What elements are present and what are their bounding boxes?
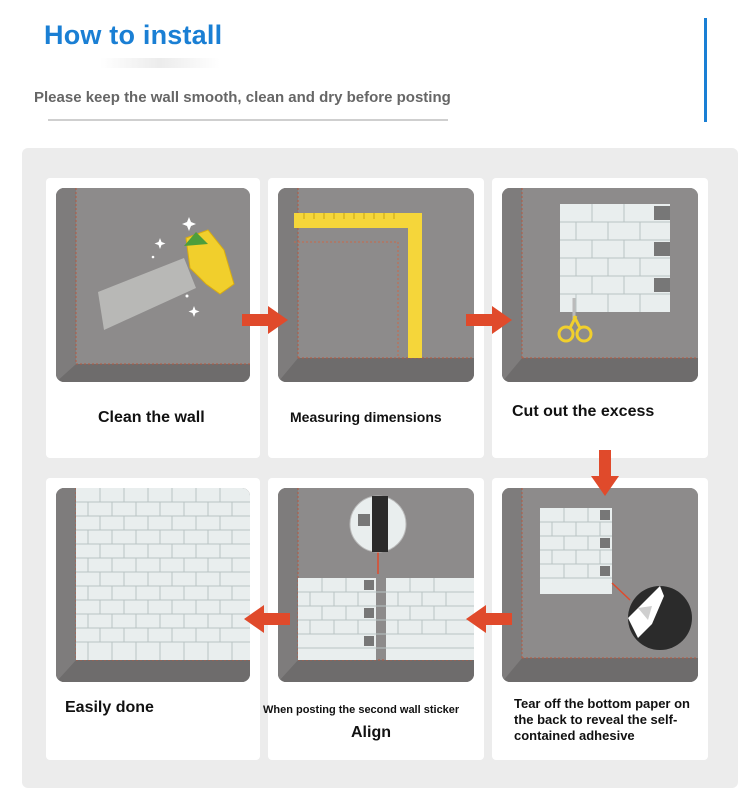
page-title: How to install bbox=[44, 20, 223, 50]
step-caption-done: Easily done bbox=[65, 699, 154, 716]
step-caption-cut: Cut out the excess bbox=[512, 403, 655, 420]
arrow-left-icon bbox=[242, 605, 290, 633]
accent-bar bbox=[704, 18, 707, 122]
measure-illustration bbox=[278, 188, 474, 382]
step-caption-align: Align bbox=[351, 724, 391, 741]
clean-wall-illustration bbox=[56, 188, 250, 382]
subtitle-divider bbox=[48, 119, 448, 121]
step-card-done bbox=[46, 478, 260, 760]
tear-off-illustration bbox=[502, 488, 698, 682]
align-illustration bbox=[278, 488, 474, 682]
arrow-left-icon bbox=[464, 605, 512, 633]
step-caption-tear: Tear off the bottom paper on the back to reveal the self-contained adhesive bbox=[514, 696, 690, 743]
step-card-measure bbox=[268, 178, 484, 458]
arrow-right-icon bbox=[466, 306, 514, 334]
done-illustration bbox=[56, 488, 250, 682]
step-caption-clean: Clean the wall bbox=[98, 409, 205, 426]
cut-illustration bbox=[502, 188, 698, 382]
step-card-clean bbox=[46, 178, 260, 458]
step-caption-align-note: When posting the second wall sticker bbox=[263, 704, 460, 716]
step-card-tear bbox=[492, 478, 708, 760]
arrow-down-icon bbox=[591, 450, 619, 498]
step-caption-measure: Measuring dimensions bbox=[290, 409, 442, 425]
title-shadow bbox=[100, 58, 220, 68]
step-card-cut bbox=[492, 178, 708, 458]
step-card-align bbox=[263, 478, 484, 760]
arrow-right-icon bbox=[242, 306, 290, 334]
page-subtitle: Please keep the wall smooth, clean and dry before posting bbox=[34, 89, 451, 106]
